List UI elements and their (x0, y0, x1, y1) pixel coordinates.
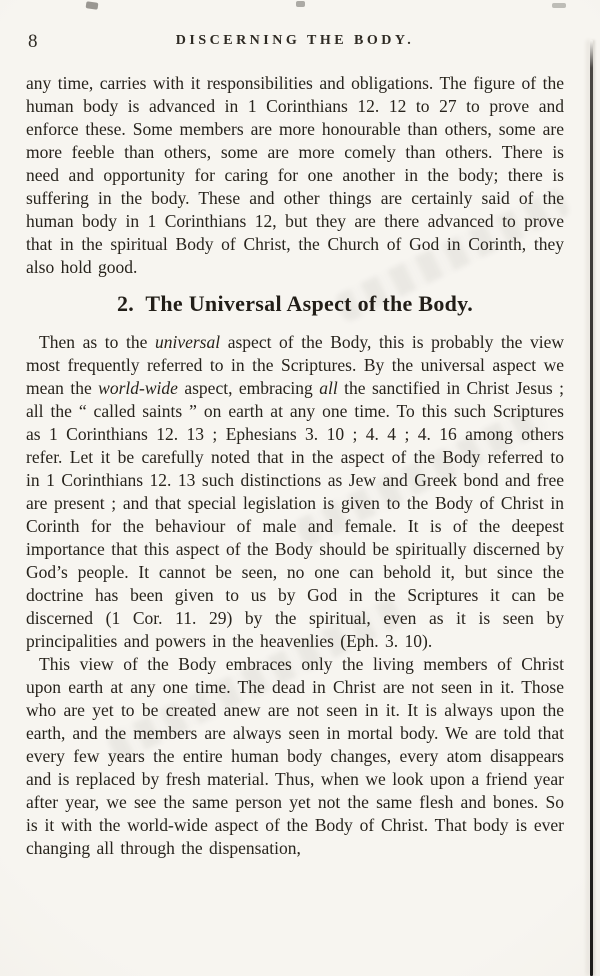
text-segment-italic: world-wide (98, 378, 178, 398)
scan-artifact (296, 1, 305, 7)
paragraph-universal-aspect (26, 331, 564, 653)
text-segment: the sanctified in Christ Jesus ; all the “ called saints ” on earth at any one time. To this such Scriptures as 1 Corinthians 12. 13 ; Ephesians 3. 10 ; 4. 4 ; 4. 16 among others refer. Let it be carefully noted that in the aspect of the Body referred to in 1 Corinthians 12. 13 such distinctions as Jew and Greek bond and free are present ; and that special legislation is given to the Body of Christ in Corinth for the behaviour of male and female. It is of the deepest importance that this aspect of the Body should be spiritually discerned by God’s people. It cannot be seen, no one can behold it, but since the doctrine has been given to us by God in the Scriptures it can be discerned (1 Cor. 11. 29) by the spiritual, even as it is seen by principalities and powers in the heavenlies (Eph. 3. 10). (26, 378, 564, 651)
paragraph-living-members: This view of the Body embraces only the living members of Christ upon earth at any one time. The dead in Christ are not seen in it. Those who are yet to be created anew are not seen in it. It is always upon the earth, and the members are always seen in mortal body. We are told that every few years the entire human body changes, every atom disappears and is replaced by fresh material. Thus, when we look upon a friend year after year, we see the same person yet not the same flesh and bones. So is it with the world-wide aspect of the Body of Christ. That body is ever changing all through the dispensation, (26, 654, 564, 858)
page-number: 8 (28, 31, 38, 52)
text-segment-italic: universal (154, 332, 221, 352)
page-body (26, 72, 564, 860)
scan-artifact (552, 3, 566, 8)
scan-artifact (86, 1, 99, 10)
running-title: DISCERNING THE BODY. (175, 33, 415, 48)
text-segment: aspect of the Body, this is probably the view most frequently referred to in the Scriptures. By the universal aspect we mean the (26, 332, 564, 398)
scan-edge-line (590, 40, 593, 976)
page-header (26, 30, 564, 54)
section-heading: 2. The Universal Aspect of the Body. (116, 291, 474, 316)
paragraph-continuation: any time, carries with it responsibilities and obligations. The figure of the human body is advanced in 1 Corinthians 12. 12 to 27 to prove and enforce these. Some members are more honourable than others, some are more feeble than others, some are more comely than others. There is need and opportunity for caring for one another in the body; there is suffering in the body. These and other things are certainly said of the human body in 1 Corinthians 12, but they are there advanced to prove that in the spiritual Body of Christ, the Church of God in Corinth, they also hold good. (26, 73, 564, 277)
text-segment-italic: all (319, 378, 338, 398)
text-segment: aspect, embracing (177, 378, 320, 398)
text-segment: Then as to the (39, 332, 155, 352)
